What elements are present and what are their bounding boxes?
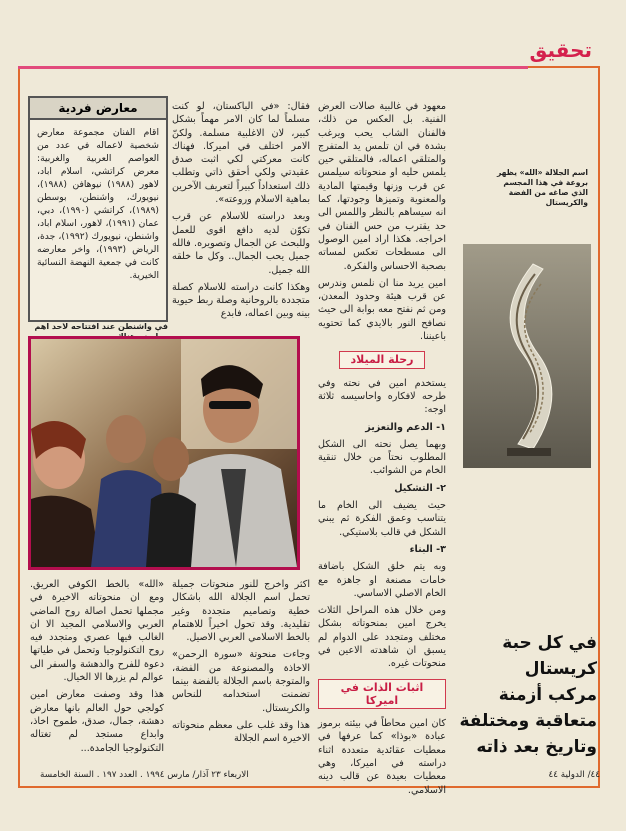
paragraph: معهود في غالبية صالات العرض الفنية. بل العكس من ذلك، فالفنان الشاب يحب ويرغب بشدة في ان تلمس يد المتفرج والمتلقي اعماله، فالمتلقي حين يلمس حليه او منحوتاته سيلمس عن قرب وزنها وقيمتها المادية والمعنوية وتميزها وجودتها، كما انه سيساهم بالنظر واللمس الى حد يقترب من حس الفنان في اخراجه. هكذا اراد امين الوصول الى مسطحات تعكس لمساته بصحبة الاحساس والفكرة. (318, 101, 446, 272)
section-tag: تحقيق (529, 38, 592, 62)
exhibition-opening-photo (28, 336, 300, 570)
paragraph: يستخدم امين في نحته وفي طرحه لافكاره واحاسيسه ثلاثة اوجه: (318, 377, 446, 416)
sidebar-title: معارض فردية (30, 98, 166, 120)
article-column-left-bottom (30, 578, 164, 759)
sculpture-caption: اسم الجلالة «الله» يظهر بروعة في هذا المجسم الذي صاغه من الفضة والكريستال (496, 168, 588, 207)
crystal-sculpture-illustration (463, 244, 591, 468)
paragraph: ومن خلال هذه المراحل الثلاث يخرج امين بمنحوتاته بشكل مختلف ومتجدد على الدوام لم يسبق ان شاهدته الاعين في منحوتات غيره. (318, 605, 446, 670)
subheading-self-proof: اثبات الذات في اميركا (318, 679, 446, 710)
party-photo-illustration (31, 339, 297, 567)
article-column-middle-bottom (172, 578, 310, 750)
pull-quote-line: وتاريخ بعد ذاته (476, 737, 597, 757)
article-column-right (318, 100, 446, 801)
sidebar-body: اقام الفنان مجموعة معارض شخصية لاعماله في عدد من العواصم العربية والغربية: معرض كراتشي، اسلام اباد، لاهور (١٩٨٨) نيوهافن (١٩٨٨)، نيويورك، واشنطن، بوسطن (١٩٨٩)، كراتشي (١٩٩٠)، دبي، عمان (١٩٩١)، لاهور، اسلام اباد، واشنطن، نيويورك (١٩٩٢)، جدة، الرياض (١٩٩٣)، واخر معارضه كانت في جمعية النهضة النسائية الخيرية. (37, 127, 159, 281)
article-column-middle (172, 100, 310, 325)
pull-quote-line: في كل حبة (502, 633, 597, 653)
paragraph: فقال: «في الباكستان، لو كنت مسلماً لما كان الامر مهماً بشكل كبير، لان الاغلبية مسلمة. ولكنّ الامر اختلف في اميركا. فهناك كانت معركتي لكي اثبت صدق عقيدتي ولكي أحقق ذاتي وتطلب ذلك استعداداً كبيراً لتعريف الآخرين بماهية الاسلام وروعته». (172, 101, 310, 206)
header-rule (18, 66, 528, 69)
pull-quote-line: مركب أزمنة (498, 685, 597, 705)
paragraph: حيث يضيف الى الخام ما يتناسب وعمق الفكرة ثم يبني الشكل في قالب بلاستيكي. (318, 500, 446, 538)
solo-exhibitions-box (28, 96, 168, 322)
step-heading: ٣- البناء (409, 543, 446, 555)
step-heading: ١- الدعم والتعزيز (365, 421, 446, 433)
paragraph: وبعد دراسته للاسلام عن قرب تكوّن لديه دافع اقوى للعمل وللبحث عن الجمال وتصويره. فالله جميل يحب الجمال.. وكل ما خلقه الله جميل. (172, 211, 310, 276)
paragraph: كان امين محاطاً في بيئته برموز عبادة «بوذا» كما عرفها في معطيات عقائدية متعددة اثناء دراسته في اميركا، وهي معطيات بعيدة عن قالب دينه الاسلامي. (318, 718, 446, 796)
step-heading: ٢- التشكيل (394, 482, 446, 494)
party-photo-caption: في واشنطن عند افتتاحه لاحد اهم (34, 322, 168, 331)
paragraph: وهكذا كانت دراسته للاسلام كصلة متجددة بالروحانية وصلة ربط حيوية بينه وبين اعماله، فابدع (172, 281, 310, 320)
sculpture-photo (463, 244, 591, 468)
paragraph: وجاءت منحوتة «سورة الرحمن» الاخاذة والمصنوعة من الفضة، والمتوجة باسم الجلالة بالفضة بينما تضمنت استخدامه للنحاس والكريستال. (172, 649, 310, 714)
paragraph: امين يريد منا ان نلمس وندرس عن قرب هيئة وحدود المعدن، ومن ثم نفتح معه بوابة الى حيث نصافح النور بالايدي كما تحتويه باعيننا. (318, 277, 446, 343)
pull-quote (447, 630, 597, 760)
subheading-birth-journey: رحلة الميلاد (339, 351, 424, 368)
paragraph: وبه يتم خلق الشكل باضافة خامات مصنعة او جاهزة مع الخام الاصلي الاساسي. (318, 561, 446, 599)
pull-quote-line: كريستال (524, 659, 597, 679)
paragraph: وبهما يصل نحته الى الشكل المطلوب نحتاً من خلال تنقية الخام من الشوائب. (318, 438, 446, 477)
paragraph: هذا وقد وصفت معارض امين كولجي حول العالم بانها معارض دهشة، جمال، صدق، طموح اخاذ، وابداع مستجد لم تغتاله التكنولوجيا الجامدة... (30, 689, 164, 754)
paragraph: هذا وقد غلب على معظم منحوتاته الاخيرة اسم الجلالة (172, 719, 310, 745)
page-number: ٤٤/ الدولية ٤٤ (548, 770, 600, 780)
paragraph: اكثر واخرج للنور منحوتات جميلة تحمل اسم الجلالة الله باشكال خطية وتصاميم متجددة وغير تقليدية. وقد تحول اخيراً للاهتمام بالخط الاسلامي العربي الاصيل. (172, 579, 310, 644)
paragraph: «الله» بالخط الكوفي العريق. ومع ان منحوتاته الاخيرة في مجملها تحمل اصالة روح الماضي العربي والاسلامي المجيد الا ان الغالب فيها عصري ومتجدد فيه روح التكنولوجيا وتحمل في طياتها دعوة للفرح والدهشة والسفر الى عوالم لم يزرها الا الخيال. (30, 579, 164, 684)
issue-info: الاربعاء ٢٣ آذار/ مارس ١٩٩٤ . العدد ١٩٧ . السنة الخامسة (40, 770, 249, 780)
pull-quote-line: متعاقبة ومختلفة (459, 711, 597, 731)
